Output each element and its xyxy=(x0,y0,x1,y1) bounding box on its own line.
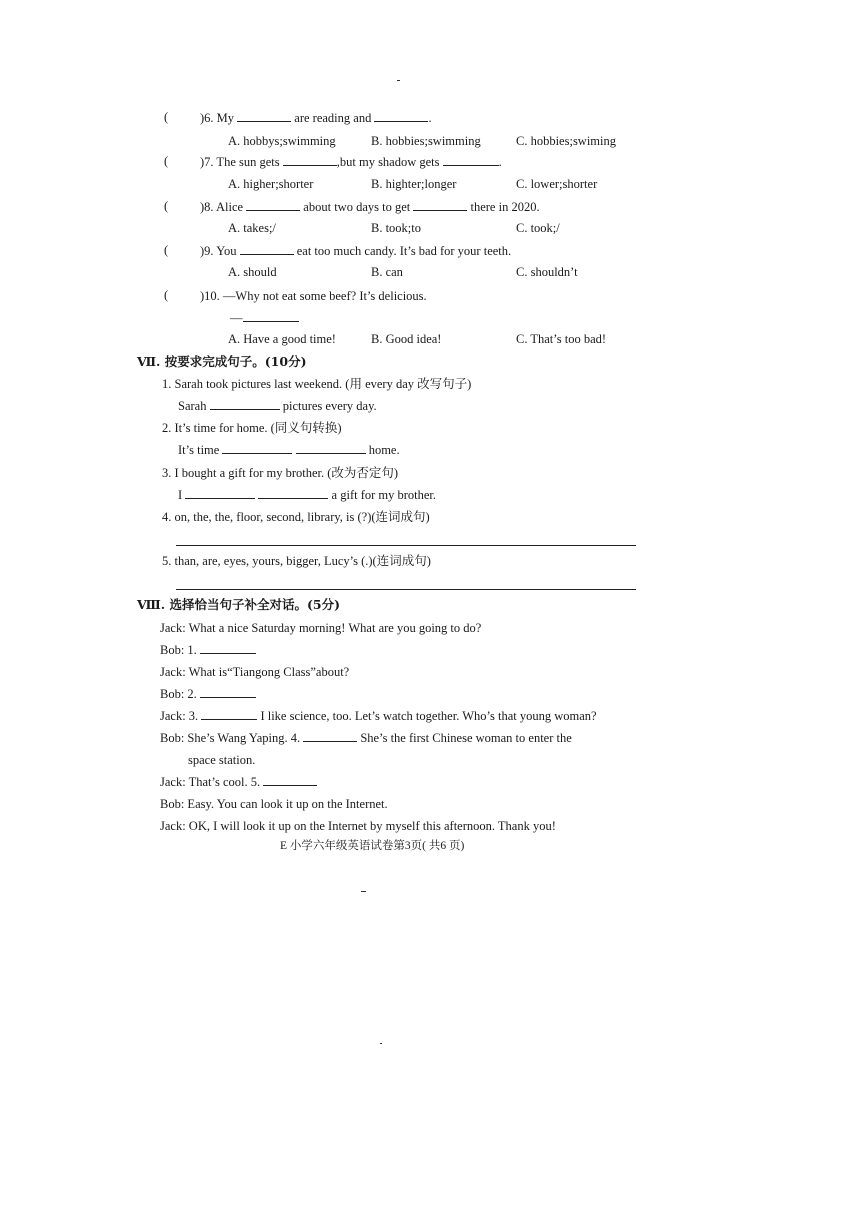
answer-paren[interactable]: ( xyxy=(164,154,169,168)
option-a[interactable]: A. hobbys;swimming xyxy=(228,134,336,148)
stem-text: )8. Alice xyxy=(200,200,244,214)
speaker-text: Jack: That’s cool. 5. xyxy=(160,775,261,789)
stem-text: about two days to get xyxy=(303,200,411,214)
question-stem xyxy=(200,199,540,215)
question-stem xyxy=(200,288,427,304)
blank[interactable] xyxy=(240,243,294,255)
speaker-text: Bob: She’s Wang Yaping. 4. xyxy=(160,731,301,745)
stem-text: )10. —Why not eat some beef? It’s delicious. xyxy=(200,289,427,303)
stem-text: ,but my shadow gets xyxy=(336,155,440,169)
option-a[interactable]: A. Have a good time! xyxy=(228,332,336,346)
section-7-title: Ⅶ. 按要求完成句子。(10分) xyxy=(137,354,307,369)
dialogue-line: Bob: Easy. You can look it up on the Internet. xyxy=(160,797,388,811)
blank[interactable] xyxy=(246,199,300,211)
dialogue-line: Jack: What a nice Saturday morning! What are you going to do? xyxy=(160,621,482,635)
option-b[interactable]: B. highter;longer xyxy=(371,177,457,191)
dialogue-line: Jack: What is“Tiangong Class”about? xyxy=(160,665,350,679)
dialogue-line xyxy=(160,730,572,746)
scan-speck xyxy=(380,1043,382,1044)
dialogue-line xyxy=(160,708,597,724)
blank[interactable] xyxy=(443,154,499,166)
answer-rule[interactable] xyxy=(176,589,636,590)
answer-text: I xyxy=(178,488,183,502)
blank[interactable] xyxy=(303,730,357,742)
dialogue-line: Jack: OK, I will look it up on the Internet by myself this afternoon. Thank you! xyxy=(160,819,556,833)
stem-text: — xyxy=(230,311,243,325)
option-b[interactable]: B. can xyxy=(371,265,403,279)
speaker-text: She’s the first Chinese woman to enter the xyxy=(360,731,572,745)
option-a[interactable]: A. higher;shorter xyxy=(228,177,314,191)
option-c[interactable]: C. took;/ xyxy=(516,221,560,235)
stem-text: . xyxy=(498,155,502,169)
option-b[interactable]: B. took;to xyxy=(371,221,422,235)
option-c[interactable]: C. hobbies;swiming xyxy=(516,134,617,148)
answer-text: Sarah xyxy=(178,399,207,413)
answer-paren[interactable]: ( xyxy=(164,243,169,257)
speaker-text: I like science, too. Let’s watch together. Who’s that young woman? xyxy=(260,709,597,723)
answer-paren[interactable]: ( xyxy=(164,110,169,124)
stem-text: . xyxy=(428,111,432,125)
question-stem xyxy=(200,154,502,170)
blank[interactable] xyxy=(413,199,467,211)
speaker-text: Jack: 3. xyxy=(160,709,199,723)
stem-text: )6. My xyxy=(200,111,235,125)
answer-text: pictures every day. xyxy=(282,399,377,413)
section-8-title: Ⅷ. 选择恰当句子补全对话。(5分) xyxy=(137,597,340,612)
dialogue-line xyxy=(160,774,317,790)
blank[interactable] xyxy=(185,487,255,499)
blank[interactable] xyxy=(283,154,337,166)
stem-text: are reading and xyxy=(294,111,372,125)
blank[interactable] xyxy=(200,642,256,654)
s7-question-1: 1. Sarah took pictures last weekend. (用 every day 改写句子) xyxy=(162,377,472,391)
speaker-text: Bob: 1. xyxy=(160,643,197,657)
s7-answer-2 xyxy=(178,442,400,458)
blank[interactable] xyxy=(200,686,256,698)
answer-text: a gift for my brother. xyxy=(331,488,437,502)
option-a[interactable]: A. should xyxy=(228,265,277,279)
blank[interactable] xyxy=(296,442,366,454)
blank[interactable] xyxy=(210,398,280,410)
page-footer: E 小学六年级英语试卷第3页( 共6 页) xyxy=(280,840,465,852)
s7-question-4: 4. on, the, the, floor, second, library, is (?)(连词成句) xyxy=(162,510,430,524)
answer-text: home. xyxy=(368,443,400,457)
blank[interactable] xyxy=(222,442,292,454)
option-c[interactable]: C. shouldn’t xyxy=(516,265,578,279)
s7-question-2: 2. It’s time for home. (同义句转换) xyxy=(162,421,342,435)
reply-line xyxy=(230,310,299,326)
option-b[interactable]: B. hobbies;swimming xyxy=(371,134,481,148)
dialogue-line: space station. xyxy=(188,753,256,767)
answer-paren[interactable]: ( xyxy=(164,288,169,302)
stem-text: eat too much candy. It’s bad for your teeth. xyxy=(296,244,512,258)
stem-text: )9. You xyxy=(200,244,237,258)
speaker-text: Bob: 2. xyxy=(160,687,197,701)
dialogue-line xyxy=(160,686,256,702)
stem-text: )7. The sun gets xyxy=(200,155,280,169)
s7-answer-1 xyxy=(178,398,377,414)
stem-text: there in 2020. xyxy=(470,200,540,214)
option-a[interactable]: A. takes;/ xyxy=(228,221,276,235)
answer-text: It’s time xyxy=(178,443,220,457)
blank[interactable] xyxy=(243,310,299,322)
blank[interactable] xyxy=(263,774,317,786)
s7-question-3: 3. I bought a gift for my brother. (改为否定句) xyxy=(162,466,399,480)
blank[interactable] xyxy=(201,708,257,720)
option-b[interactable]: B. Good idea! xyxy=(371,332,442,346)
question-stem xyxy=(200,243,511,259)
s7-answer-3 xyxy=(178,487,436,503)
answer-rule[interactable] xyxy=(176,545,636,546)
option-c[interactable]: C. lower;shorter xyxy=(516,177,598,191)
s7-question-5: 5. than, are, eyes, yours, bigger, Lucy’s (.)(连词成句) xyxy=(162,554,431,568)
dialogue-line xyxy=(160,642,256,658)
question-stem xyxy=(200,110,432,126)
answer-paren[interactable]: ( xyxy=(164,199,169,213)
blank[interactable] xyxy=(258,487,328,499)
blank[interactable] xyxy=(237,110,291,122)
option-c[interactable]: C. That’s too bad! xyxy=(516,332,607,346)
scan-speck xyxy=(361,891,366,892)
scan-speck xyxy=(397,80,400,81)
blank[interactable] xyxy=(374,110,428,122)
